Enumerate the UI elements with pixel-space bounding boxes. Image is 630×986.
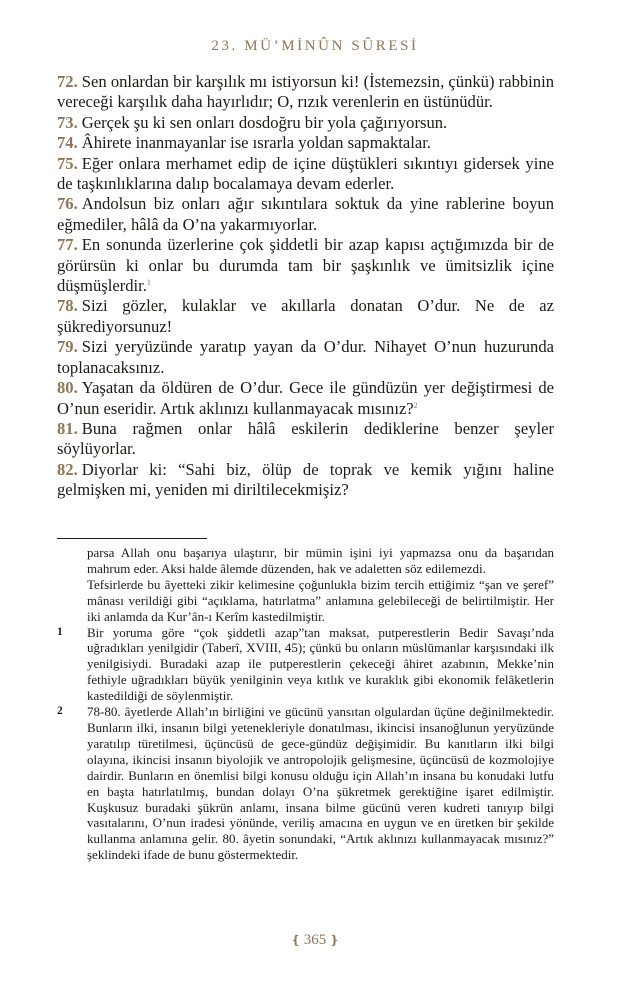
verse-number: 78. — [57, 296, 78, 316]
verse-number: 75. — [57, 153, 78, 173]
verse-text: Diyorlar ki: “Sahi biz, ölüp de toprak ve kemik yığını haline gelmişken mi, yeniden mi diriltilecekmişiz? — [57, 459, 554, 500]
verse-text: En sonunda üzerlerine çok şiddetli bir azap kapısı açtığımızda bir de görürsün ki onlar bu durumda tam bir şaşkınlık ve ümitsizlik içine düşmüşlerdir. — [57, 235, 554, 296]
footnote-separator — [57, 538, 207, 539]
verse — [57, 378, 554, 419]
left-ornament-icon: ❴ — [290, 933, 301, 947]
footnote-list — [57, 545, 554, 863]
verse-number: 74. — [57, 133, 78, 153]
verse — [57, 337, 554, 378]
footnote-mark: 1 — [57, 625, 63, 638]
verse-text: Sizi gözler, kulaklar ve akıllarla donatan O’dur. Ne de az şükrediyorsunuz! — [57, 296, 554, 336]
verse-text: Eğer onlara merhamet edip de içine düştükleri sıkıntıyı gidersek yine de taşkınlıklarına dalıp bocalamaya devam ederler. — [57, 153, 554, 194]
running-header: 23. MÜ’MİNÛN SÛRESİ — [211, 38, 419, 54]
footnote-ref[interactable]: 1 — [146, 278, 151, 288]
verse-text: Gerçek şu ki sen onları dosdoğru bir yola çağırıyorsun. — [81, 112, 448, 132]
footnote — [57, 704, 554, 863]
verse-number: 79. — [57, 337, 78, 357]
verse — [57, 460, 554, 501]
verse — [57, 154, 554, 195]
verse — [57, 113, 554, 133]
verse-number: 82. — [57, 459, 78, 479]
verse — [57, 296, 554, 337]
footnote — [57, 545, 554, 625]
verse-text: Sizi yeryüzünde yaratıp yayan da O’dur. Nihayet O’nun huzurunda toplanacaksınız. — [57, 337, 554, 377]
verse-list — [57, 72, 554, 501]
verse-number: 81. — [57, 418, 78, 438]
verse-number: 73. — [57, 112, 78, 132]
footnote-body — [87, 625, 554, 705]
right-ornament-icon: ❵ — [329, 933, 340, 947]
verse-text: Sen onlardan bir karşılık mı istiyorsun ki! (İstemezsin, çünkü) rabbinin vereceği karşılık daha hayırlıdır; O, rızık verenlerin en üstünüdür. — [57, 72, 554, 112]
verse-text: Andolsun biz onları ağır sıkıntılara soktuk da yine rablerine boyun eğmediler, hâlâ da O’na yakarmıyorlar. — [57, 194, 554, 234]
footnote-paragraph: parsa Allah onu başarıya ulaştırır, bir mümin işini iyi yapmazsa onu da başarıdan mahrum eder. Aksi halde âlemde düzenden, hak ve adaletten söz edilemezdi. — [87, 545, 554, 576]
verse-number: 72. — [57, 72, 78, 91]
verse — [57, 194, 554, 235]
page-number-value: 365 — [303, 932, 327, 948]
footnote-body — [87, 704, 554, 863]
verse-text: Yaşatan da öldüren de O’dur. Gece ile gündüzün yer değiştirmesi de O’nun eseridir. Artık aklınızı kullanmayacak mısınız? — [57, 378, 554, 418]
footnote-mark: 2 — [57, 705, 63, 718]
verse-number: 76. — [57, 194, 78, 214]
footnote-paragraph: Tefsirlerde bu âyetteki zikir kelimesine çoğunlukla bizim tercih ettiğimiz “şan ve şeref” mânası verildiği gibi “açıklama, hatırlatma” anlamına gelebileceği de belirtilmiştir. Her iki anlamda da Kur’ân-ı Kerîm kastedilmiştir. — [87, 576, 554, 624]
page-number — [0, 932, 630, 949]
verse-number: 77. — [57, 235, 78, 255]
footnote-body — [87, 545, 554, 625]
footnote-paragraph: Bir yoruma göre “çok şiddetli azap”tan maksat, putperestlerin Bedir Savaşı’nda uğradıkları yenilgidir (Taberî, XVIII, 45); çünkü bu onların müslümanlar karşısındaki ilk yenilgisiydi. Buradaki azap ile putperestlerin çekeceği âhiret azabının, Mekke’nin fethiyle uğradıkları büyük yenilginin veya kıtlık ve kuraklık gibi ekonomik felâketlerin kastedildiği de söylenmiştir. — [87, 624, 554, 704]
verse — [57, 419, 554, 460]
verse — [57, 235, 554, 296]
footnote — [57, 625, 554, 705]
footnote-ref[interactable]: 2 — [413, 400, 418, 410]
footnote-paragraph: 78-80. âyetlerde Allah’ın birliğini ve gücünü yansıtan olgulardan üçüne değinilmektedir. Bunların ilki, insanın bilgi yetenekleriyle donatılması, ikincisi insanoğlunun yeryüzünde yaratılıp türetilmesi, üçüncüsü de gece-gündüz değişimidir. Bu kanıtların ilki bilgi olayına, ikincisi insanın biyolojik ve antropolojik gelişmesine, üçüncüsü de kozmolojiye dairdir. Bunların en önemlisi bilgi konusu olduğu için Allah’ın insana bu konudaki lutfu en başta hatırlatılmış, bundan dolayı O’na şükretmek gerektiğine işaret edilmiştir. Kuşkusuz buradaki şükrün anlamı, insana bilme gücünü veren kudreti tanıyıp bilgi vasıtalarını, O’nun iradesi yönünde, veriliş amacına en uygun ve en üretken bir şekilde kullanma anlamına gelir. 80. âyetin sonundaki, “Artık aklınızı kullanmayacak mısınız?” şeklindeki ifade de bunu göstermektedir. — [87, 704, 554, 863]
footnote-mark — [57, 545, 87, 625]
verse-text: Âhirete inanmayanlar ise ısrarla yoldan sapmaktalar. — [81, 133, 432, 153]
verse — [57, 72, 554, 113]
verse-number: 80. — [57, 378, 78, 398]
verse — [57, 133, 554, 153]
verse-text: Buna rağmen onlar hâlâ eskilerin dediklerine benzer şeyler söylüyorlar. — [57, 418, 554, 459]
